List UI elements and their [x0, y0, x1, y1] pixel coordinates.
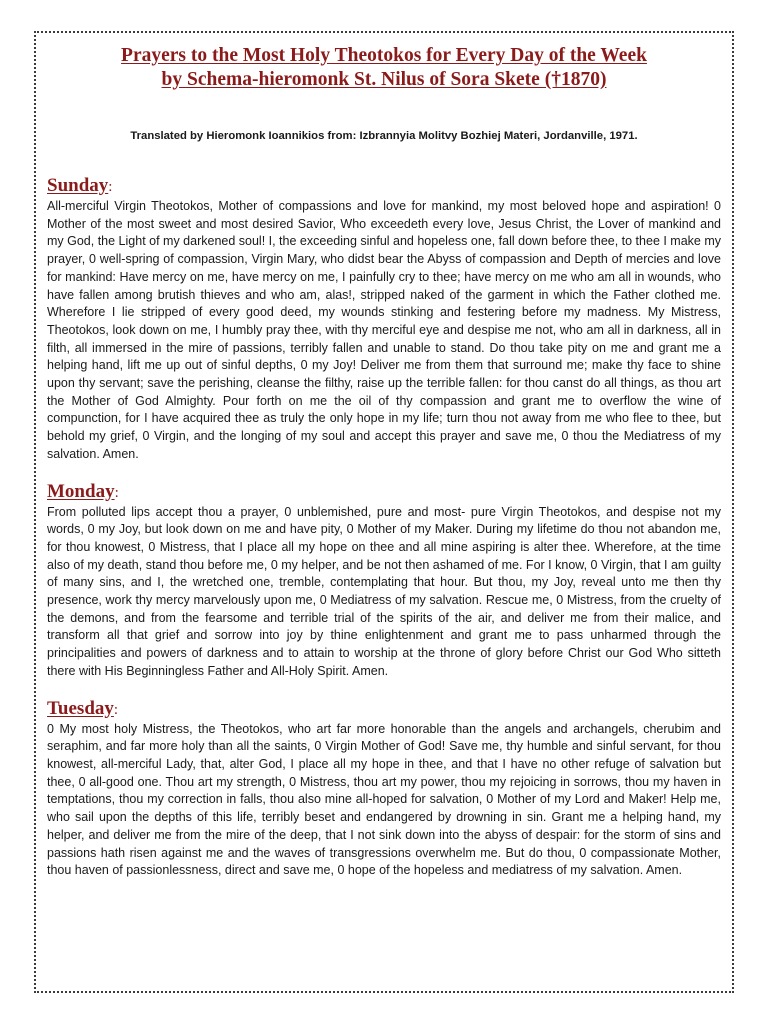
heading-colon: : [113, 701, 119, 718]
day-section-tuesday [47, 698, 721, 880]
day-section-monday [47, 481, 721, 681]
prayer-text: All-merciful Virgin Theotokos, Mother of compassions and love for mankind, my most beloved hope and aspiration! 0 Mother of the most sweet and most desired Savior, Who exceedeth every love, Jesus Christ, the Lover of mankind and my God, the Light of my darkened soul! I, the exceeding sinful and hopeless one, fall down before thee, to thee I make my prayer, 0 well-spring of compassion, Virgin Mary, who didst bear the Abyss of compassion and Depth of mercies and love for mankind: Have mercy on me, have mercy on me, I painfully cry to thee; have mercy on me who am all in wounds, who have fallen among brutish thieves and who am, alas!, stripped naked of the garment in which the Father clothed me. Wherefore I lie stripped of every good deed, my wounds stinking and festering before my madness. My Mistress, Theotokos, look down on me, I humbly pray thee, with thy merciful eye and despise me not, who am all in darkness, all in filth, all immersed in the mire of passions, terribly fallen and unable to stand. Do thou take pity on me and grant me a helping hand, lift me up out of sinful depths, 0 my Joy! Deliver me from them that surround me; make thy face to shine upon thy servant; save the perishing, cleanse the filthy, raise up the terrible fallen: for thou canst do all things, as thou art the Mother of God Almighty. Pour forth on me the oil of thy compassion and grant me to overflow the wine of compunction, for I have acquired thee as truly the only hope in my life; turn thou not away from me who flee to thee, but behold my grief, 0 Virgin, and the longing of my soul and accept this prayer and save me, 0 thou the Mediatress of my salvation. Amen. [47, 199, 722, 461]
prayer-text: 0 My most holy Mistress, the Theotokos, who art far more honorable than the angels and archangels, cherubim and seraphim, and far more holy than all the saints, 0 Virgin Mother of God! Save me, thy humble and sinful servant, for thou knowest, all-merciful Lady, that, alter God, I place all my hope in thee, and that I have no other refuge of salvation but thee, 0 all-good one. Thou art my strength, 0 Mistress, thou art my power, thou my rejoicing in sorrows, thou my haven in temptations, thou my correction in falls, thou also mine all-hoped for salvation, 0 Mother of my Lord and Maker! Help me, who sail upon the depths of this life, terribly beset and endangered by drowning in sin. Grant me a helping hand, my helper, and deliver me from the mire of the deep, that I not sink down into the abyss of despair: for the storm of sins and passions hath risen against me and the waves of transgressions overwhelm me. But do thou, 0 compassionate Mother, thou haven of passionlessness, direct and save me, 0 hope of the hopeless and mediatress of my salvation. Amen. [47, 721, 721, 878]
title-line-2: by Schema-hieromonk St. Nilus of Sora Skete (†1870) [161, 69, 607, 90]
day-section-sunday [47, 175, 721, 464]
translator-note: Translated by Hieromonk Ioannikios from: Izbrannyia Molitvy Bozhiej Materi, Jordanville, 1971. [130, 130, 638, 142]
day-heading [47, 698, 721, 721]
day-heading [47, 175, 721, 198]
day-heading [47, 481, 721, 504]
title-line-1: Prayers to the Most Holy Theotokos for Every Day of the Week [121, 45, 647, 66]
heading-colon: : [108, 179, 113, 195]
document-title [47, 44, 721, 92]
day-name: Monday [47, 480, 115, 502]
document-body [47, 44, 721, 880]
heading-colon: : [114, 484, 119, 501]
day-name: Tuesday [47, 697, 114, 719]
prayer-text: From polluted lips accept thou a prayer, 0 unblemished, pure and most- pure Virgin Theotokos, and despise not my words, 0 my Joy, but look down on me and have pity, 0 Mother of my Maker. During my lifetime do thou not abandon me, for thou knowest, 0 Mistress, that I place all my hope on thee and all mine aspiring is alter thee. Wherefore, at the time also of my death, stand thou before me, 0 my helper, and be not then ashamed of me. For I know, 0 Virgin, that I am guilty of many sins, and I, the wretched one, tremble, contemplating that hour. But thou, my Joy, reveal unto me then thy presence, work thy mercy marvelously upon me, 0 Mediatress of my salvation. Rescue me, 0 Mistress, from the cruelty of the demons, and from the fearsome and terrible trial of the spirits of the air, and deliver me from their malice, and transform all that grief and sorrow into joy by thine enlightenment and grant me to pass unharmed through the principalities and powers of darkness and to attain to worship at the throne of glory before Christ our God Who sitteth there with His Beginningless Father and All-Holy Spirit. Amen. [47, 504, 721, 678]
day-name: Sunday [47, 175, 109, 196]
